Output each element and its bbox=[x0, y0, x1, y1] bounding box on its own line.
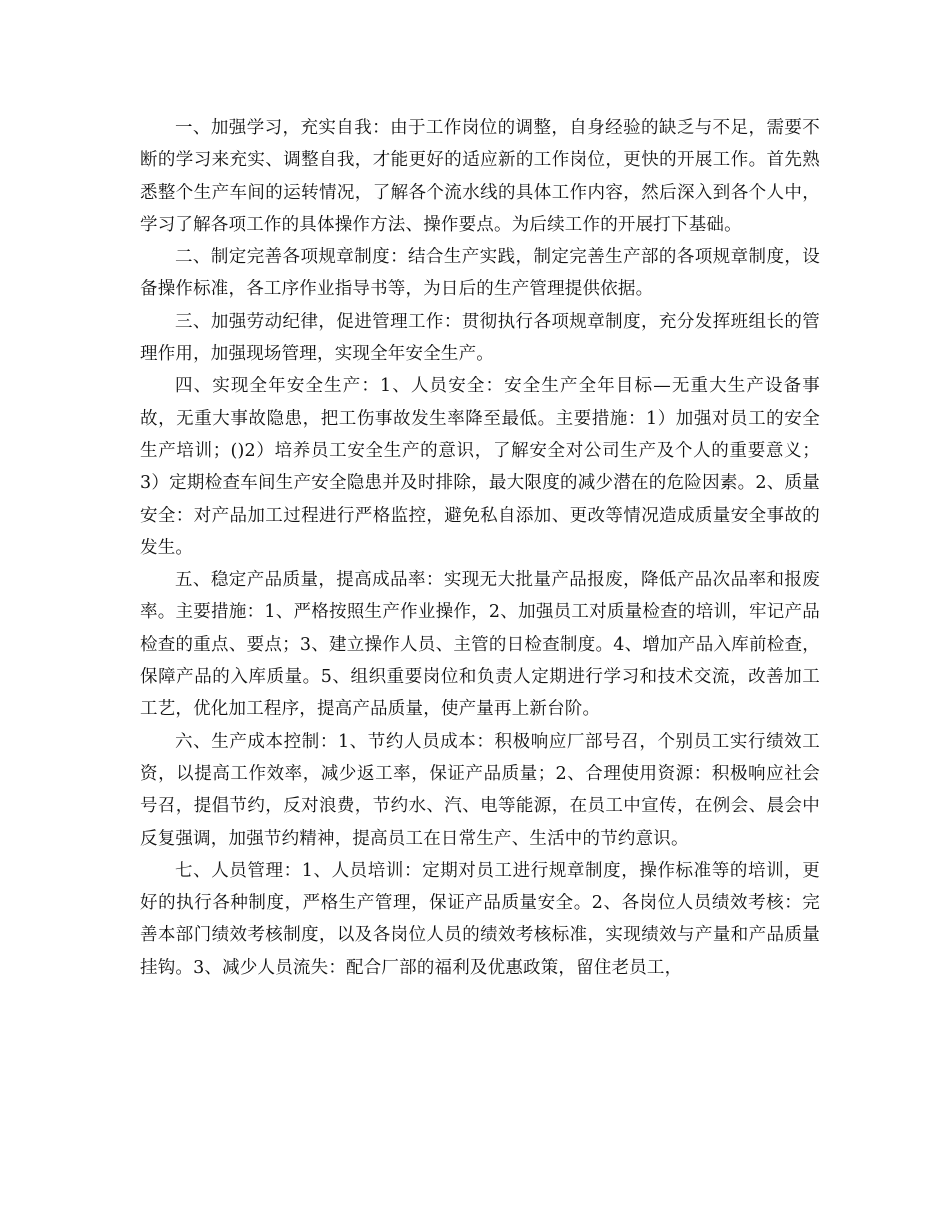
paragraph-5: 五、稳定产品质量，提高成品率：实现无大批量产品报废，降低产品次品率和报废率。主要措施：1、严格按照生产作业操作，2、加强员工对质量检查的培训，牢记产品检查的重点、要点；3、建立操作人员、主管的日检查制度。4、增加产品入库前检查，保障产品的入库质量。5、组织重要岗位和负责人定期进行学习和技术交流，改善加工工艺，优化加工程序，提高产品质量，使产量再上新台阶。 bbox=[140, 570, 820, 720]
paragraph-2: 二、制定完善各项规章制度：结合生产实践，制定完善生产部的各项规章制度，设备操作标准，各工序作业指导书等，为日后的生产管理提供依据。 bbox=[140, 247, 820, 300]
paragraph-1: 一、加强学习，充实自我：由于工作岗位的调整，自身经验的缺乏与不足，需要不断的学习来充实、调整自我，才能更好的适应新的工作岗位，更快的开展工作。首先熟悉整个生产车间的运转情况，了解各个流水线的具体工作内容，然后深入到各个人中，学习了解各项工作的具体操作方法、操作要点。为后续工作的开展打下基础。 bbox=[140, 118, 820, 235]
paragraph-6: 六、生产成本控制：1、节约人员成本：积极响应厂部号召，个别员工实行绩效工资，以提高工作效率，减少返工率，保证产品质量；2、合理使用资源：积极响应社会号召，提倡节约，反对浪费，节约水、汽、电等能源，在员工中宣传，在例会、晨会中反复强调，加强节约精神，提高员工在日常生产、生活中的节约意识。 bbox=[140, 731, 820, 849]
paragraph-7: 七、人员管理：1、人员培训：定期对员工进行规章制度，操作标准等的培训，更好的执行各种制度，严格生产管理，保证产品质量安全。2、各岗位人员绩效考核：完善本部门绩效考核制度，以及各岗位人员的绩效考核标准，实现绩效与产量和产品质量挂钩。3、减少人员流失：配合厂部的福利及优惠政策，留住老员工， bbox=[140, 860, 820, 978]
document-page bbox=[140, 112, 820, 984]
paragraph-4: 四、实现全年安全生产：1、人员安全：安全生产全年目标—无重大生产设备事故，无重大事故隐患，把工伤事故发生率降至最低。主要措施：1）加强对员工的安全生产培训；()2）培养员工安全生产的意识，了解安全对公司生产及个人的重要意义；3）定期检查车间生产安全隐患并及时排除，最大限度的减少潜在的危险因素。2、质量安全：对产品加工过程进行严格监控，避免私自添加、更改等情况造成质量安全事故的发生。 bbox=[140, 376, 820, 558]
paragraph-3: 三、加强劳动纪律，促进管理工作：贯彻执行各项规章制度，充分发挥班组长的管理作用，加强现场管理，实现全年安全生产。 bbox=[140, 311, 820, 365]
